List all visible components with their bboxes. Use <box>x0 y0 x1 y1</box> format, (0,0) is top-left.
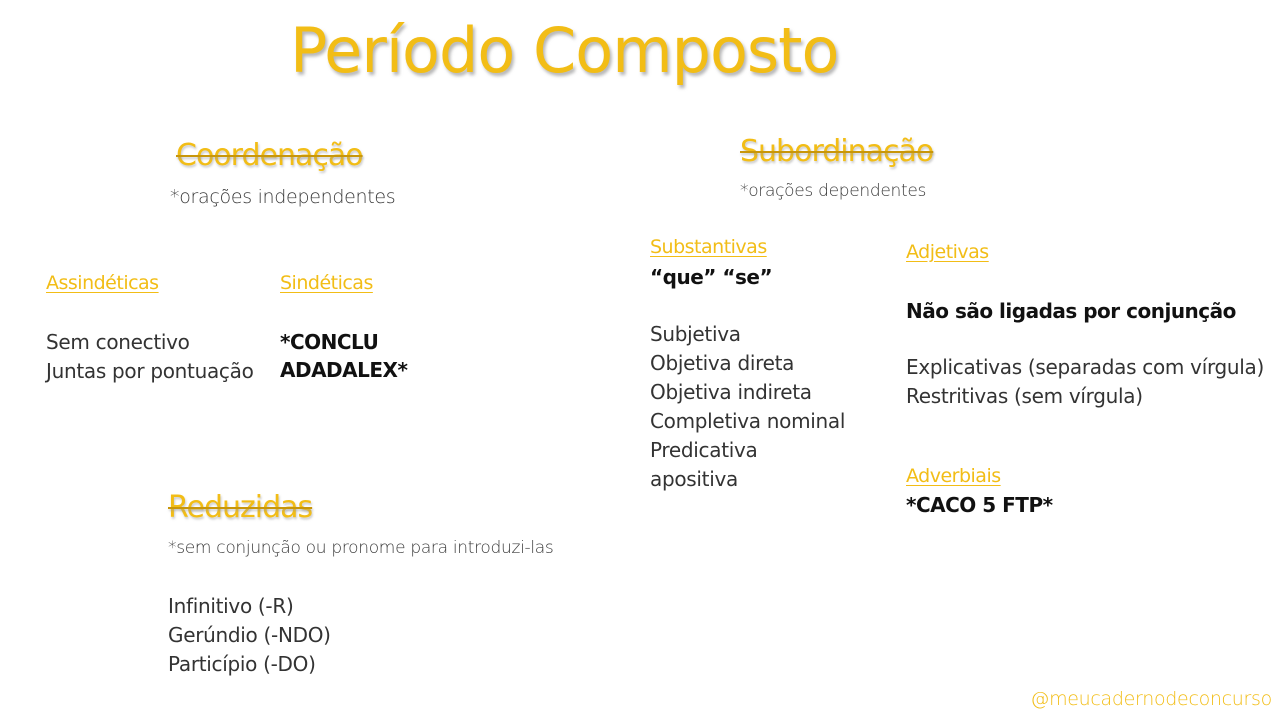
substantivas-list <box>650 320 845 494</box>
coordenacao-heading: Coordenação <box>176 138 363 173</box>
substantivas-label: Substantivas <box>650 236 767 258</box>
list-item: *CONCLU <box>280 330 379 354</box>
reduzidas-note: *sem conjunção ou pronome para introduzi-las <box>168 538 554 558</box>
adjetivas-label: Adjetivas <box>906 241 989 263</box>
list-item: Objetiva direta <box>650 351 795 375</box>
adverbiais-label: Adverbiais <box>906 465 1001 487</box>
subordinacao-note: *orações dependentes <box>740 181 927 201</box>
adjetivas-bold-note: Não são ligadas por conjunção <box>906 299 1236 323</box>
assindeticas-label: Assindéticas <box>46 272 159 294</box>
sindeticas-mnemonic <box>280 328 407 384</box>
assindeticas-list <box>46 328 254 386</box>
list-item: Explicativas (separadas com vírgula) <box>906 355 1265 379</box>
subordinacao-heading: Subordinação <box>740 134 934 169</box>
list-item: Subjetiva <box>650 322 741 346</box>
list-item: Completiva nominal <box>650 409 846 433</box>
list-item: Particípio (-DO) <box>168 652 316 676</box>
list-item: ADADALEX* <box>280 358 408 382</box>
adjetivas-list <box>906 353 1264 411</box>
list-item: Predicativa <box>650 438 758 462</box>
reduzidas-list <box>168 592 331 679</box>
list-item: Objetiva indireta <box>650 380 812 404</box>
list-item: Juntas por pontuação <box>46 359 254 383</box>
sindeticas-label: Sindéticas <box>280 272 373 294</box>
author-handle: @meucadernodeconcurso <box>1030 688 1272 710</box>
list-item: Sem conectivo <box>46 330 190 354</box>
coordenacao-note: *orações independentes <box>170 186 396 208</box>
list-item: Infinitivo (-R) <box>168 594 294 618</box>
list-item: Restritivas (sem vírgula) <box>906 384 1143 408</box>
substantivas-hint: “que” “se” <box>650 265 773 289</box>
page-title: Período Composto <box>290 14 839 87</box>
list-item: apositiva <box>650 467 738 491</box>
reduzidas-heading: Reduzidas <box>168 490 313 525</box>
list-item: Gerúndio (-NDO) <box>168 623 331 647</box>
adverbiais-mnemonic: *CACO 5 FTP* <box>906 493 1053 517</box>
